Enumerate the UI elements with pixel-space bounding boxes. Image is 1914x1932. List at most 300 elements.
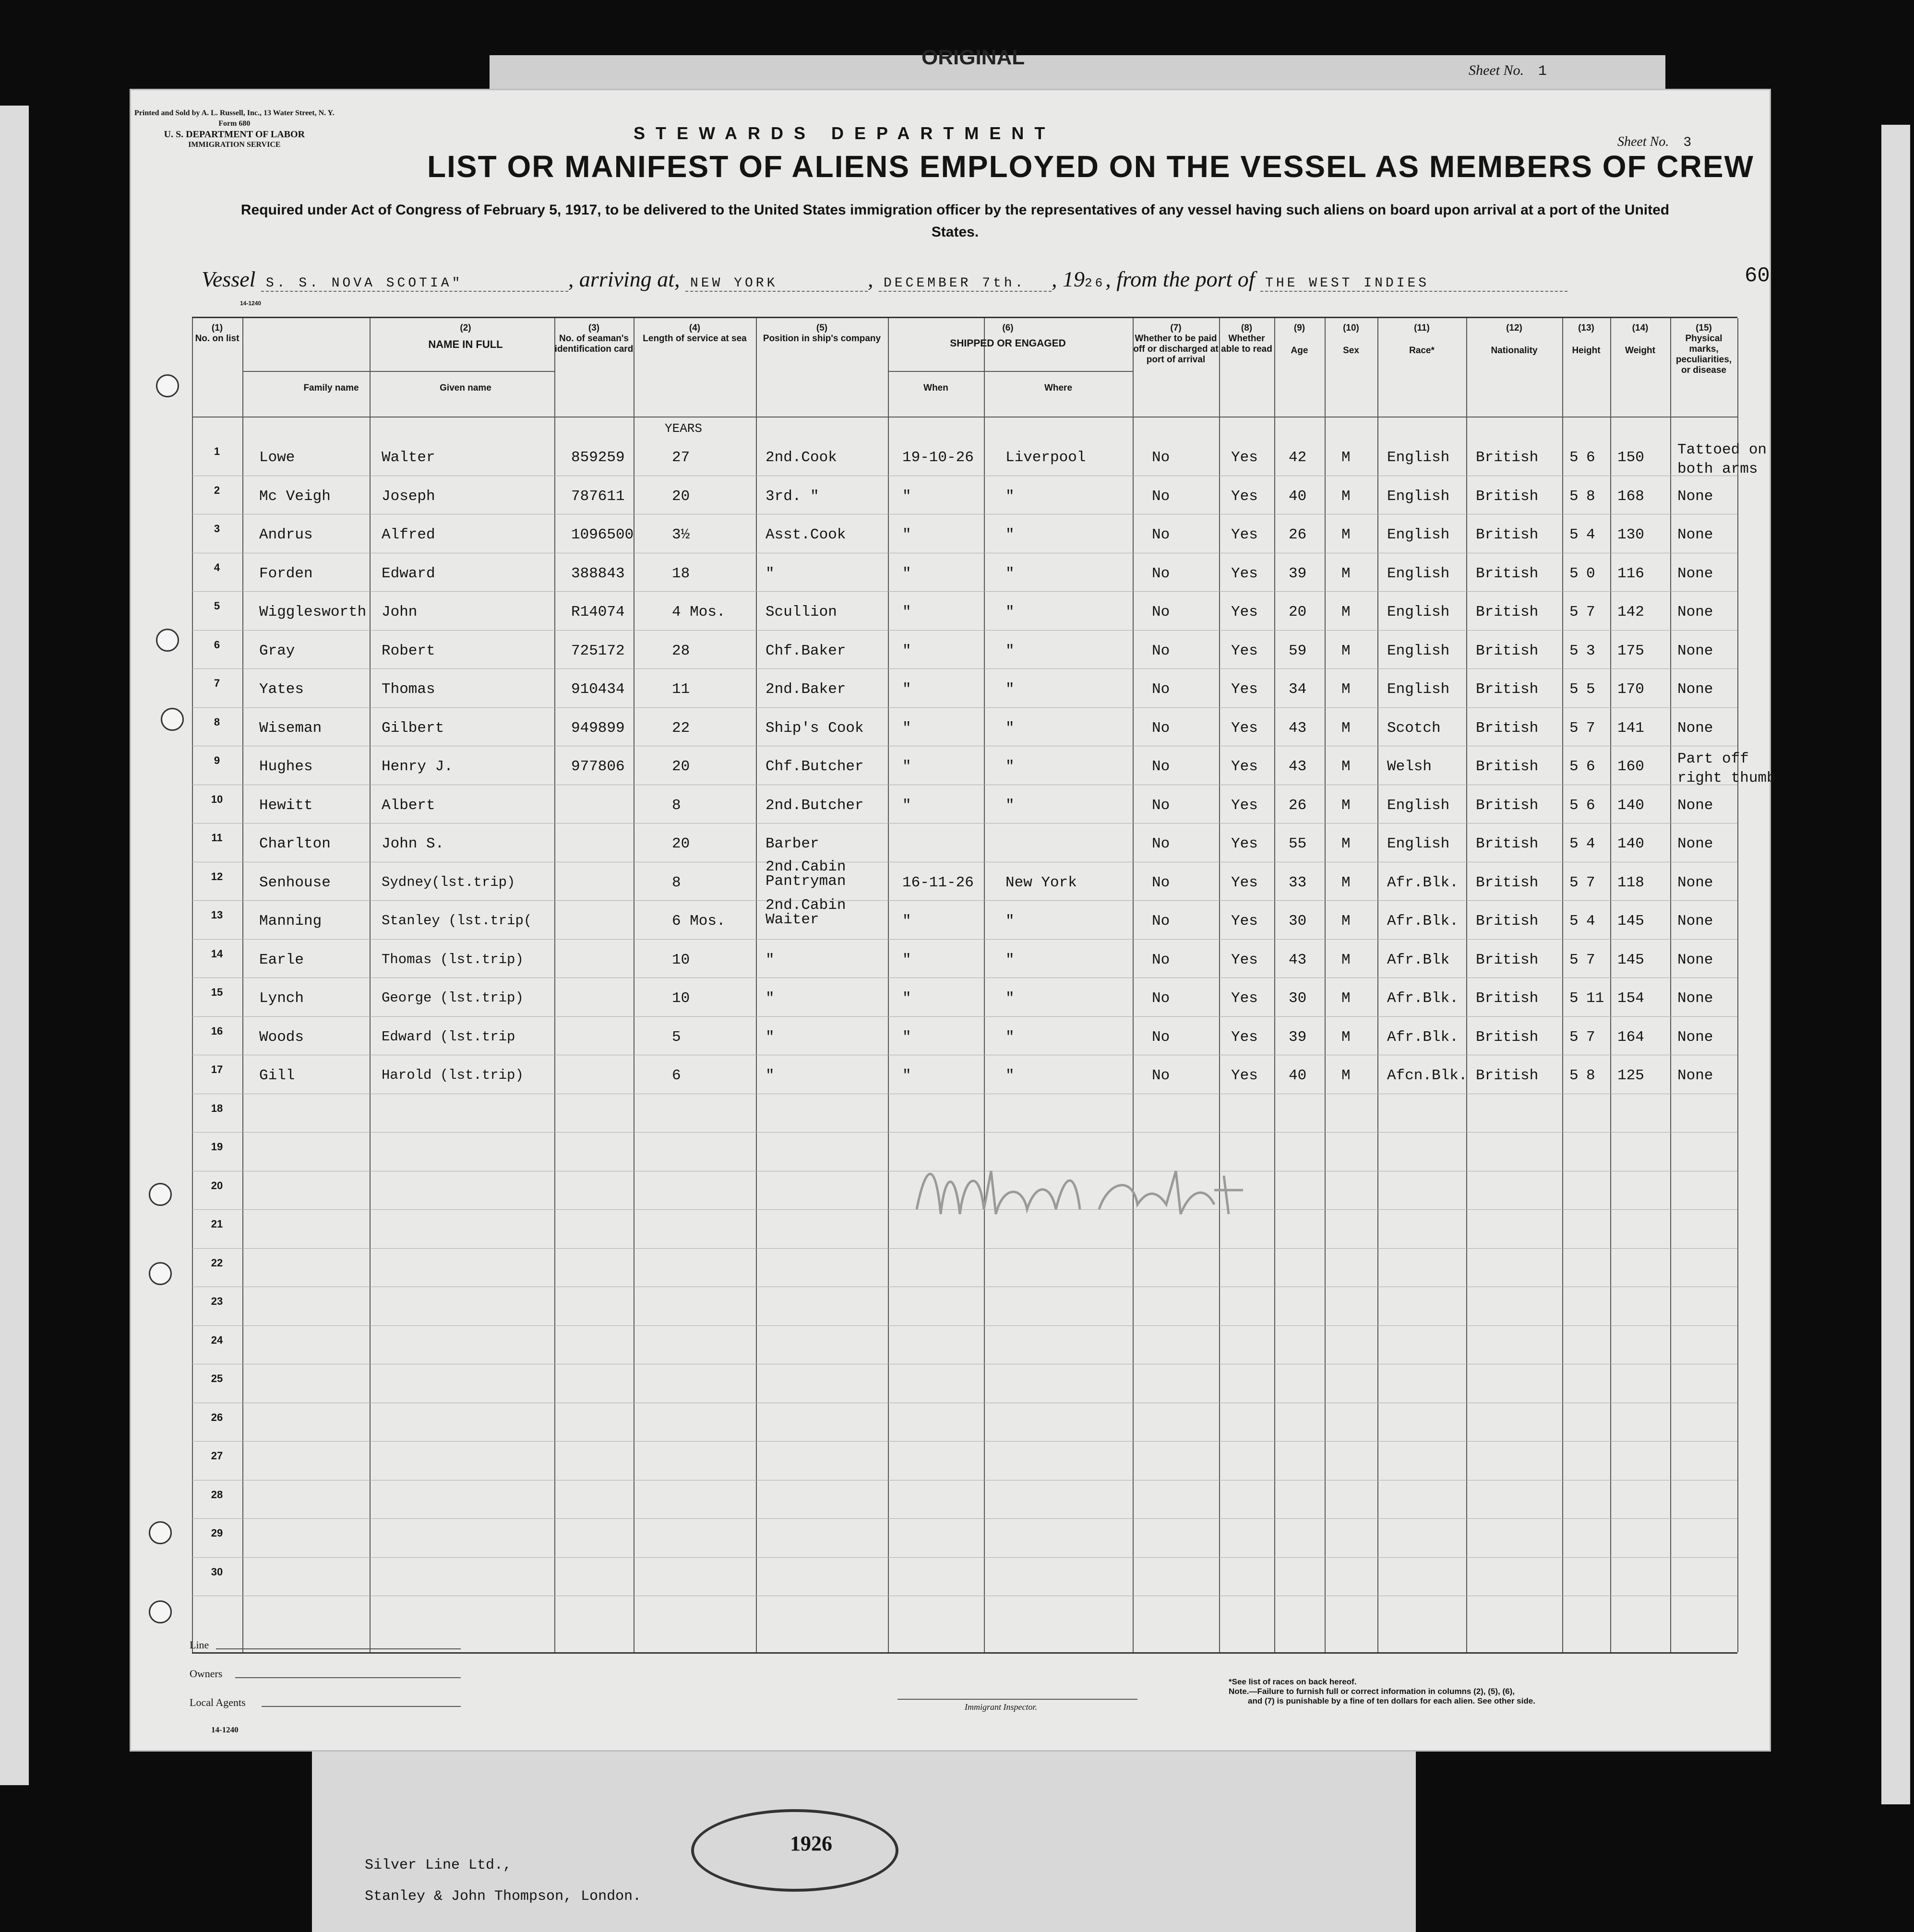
sheet-no-value: 3 — [1683, 135, 1692, 150]
paid-off-cell: No — [1152, 526, 1170, 543]
table-row — [192, 479, 1737, 518]
weight-cell: 140 — [1617, 797, 1644, 814]
card-number-cell: R14074 — [571, 604, 625, 620]
column-title: Height — [1572, 346, 1601, 356]
table-row — [192, 518, 1737, 557]
form-number-small: 14-1240 — [240, 300, 262, 307]
paid-off-cell: No — [1152, 681, 1170, 698]
row-number: 3 — [214, 523, 220, 535]
marks-cell: None — [1677, 565, 1713, 582]
column-title: No. on list — [195, 334, 239, 344]
position-cell: Barber — [766, 835, 819, 852]
marks-cell: None — [1677, 604, 1713, 620]
height-inches-cell: 7 — [1586, 874, 1595, 891]
nationality-cell: British — [1476, 681, 1539, 698]
sex-cell: M — [1341, 990, 1351, 1007]
able-to-read-cell: Yes — [1231, 1028, 1258, 1046]
given-name-cell: Thomas (lst.trip) — [382, 951, 524, 967]
able-to-read-cell: Yes — [1231, 604, 1258, 620]
height-inches-cell: 6 — [1586, 449, 1595, 466]
row-rule — [192, 1557, 1737, 1558]
position-cell: 2nd.Cabin Pantryman — [766, 858, 846, 890]
sex-cell: M — [1341, 565, 1351, 582]
sex-cell: M — [1341, 681, 1351, 698]
row-number: 14 — [211, 947, 223, 960]
race-cell: English — [1387, 681, 1450, 698]
where-cell: " — [1005, 565, 1015, 582]
sex-cell: M — [1341, 1067, 1351, 1084]
signature-scribble — [907, 1142, 1272, 1248]
paid-off-cell: No — [1152, 449, 1170, 466]
left-page-edge — [0, 106, 29, 1785]
where-cell: " — [1005, 758, 1015, 775]
position-cell: " — [766, 1067, 775, 1084]
height-feet-cell: 5 — [1569, 604, 1579, 620]
when-cell: " — [902, 758, 911, 775]
where-cell: " — [1005, 913, 1015, 930]
from-label: , from the port of — [1105, 267, 1255, 291]
column-number: (5) — [816, 323, 828, 333]
sheet-number — [1617, 134, 1691, 150]
family-name-cell: Gill — [259, 1067, 295, 1084]
age-cell: 43 — [1289, 719, 1307, 737]
where-cell: " — [1005, 488, 1015, 505]
marks-cell: None — [1677, 1028, 1713, 1046]
nationality-cell: British — [1476, 758, 1539, 775]
height-inches-cell: 8 — [1586, 1067, 1595, 1084]
able-to-read-cell: Yes — [1231, 526, 1258, 543]
nationality-cell: British — [1476, 719, 1539, 737]
able-to-read-cell: Yes — [1231, 835, 1258, 852]
table-row — [192, 943, 1737, 982]
nationality-cell: British — [1476, 1067, 1539, 1084]
column-title: Length of service at sea — [643, 334, 747, 344]
manifest-table — [192, 317, 1776, 1654]
nationality-cell: British — [1476, 951, 1539, 968]
row-rule — [192, 1325, 1737, 1326]
when-cell: " — [902, 604, 911, 620]
when-cell: 19-10-26 — [902, 449, 974, 466]
printer-line-4: IMMIGRATION SERVICE — [188, 141, 281, 149]
row-number: 20 — [211, 1179, 223, 1192]
col-header-given-name — [374, 383, 557, 394]
nationality-cell: British — [1476, 990, 1539, 1007]
given-name-cell: Gilbert — [382, 719, 444, 737]
binder-hole — [149, 1521, 172, 1544]
family-name-cell: Gray — [259, 642, 295, 659]
when-cell: " — [902, 488, 911, 505]
failure-note: Note.—Failure to furnish full or correct information in columns (2), (5), (6), — [1229, 1687, 1515, 1696]
column-number: (13) — [1578, 323, 1594, 333]
printer-info — [134, 108, 335, 150]
paid-off-cell: No — [1152, 913, 1170, 930]
age-cell: 42 — [1289, 449, 1307, 466]
marks-cell: None — [1677, 642, 1713, 659]
sex-cell: M — [1341, 758, 1351, 775]
page-title: LIST OR MANIFEST OF ALIENS EMPLOYED ON THE VESSEL AS MEMBERS OF CREW — [427, 149, 1754, 184]
column-number: (7) — [1170, 323, 1182, 333]
weight-cell: 116 — [1617, 565, 1644, 582]
sheet-number-top — [1469, 62, 1547, 80]
race-cell: English — [1387, 565, 1450, 582]
table-row — [192, 672, 1737, 711]
age-cell: 34 — [1289, 681, 1307, 698]
row-rule — [192, 1441, 1737, 1442]
marks-cell: None — [1677, 990, 1713, 1007]
height-inches-cell: 8 — [1586, 488, 1595, 505]
row-number: 30 — [211, 1565, 223, 1578]
height-inches-cell: 4 — [1586, 835, 1595, 852]
height-feet-cell: 5 — [1569, 797, 1579, 814]
paid-off-cell: No — [1152, 797, 1170, 814]
column-number: (12) — [1506, 323, 1522, 333]
given-name-cell: Harold (lst.trip) — [382, 1067, 524, 1083]
weight-cell: 141 — [1617, 719, 1644, 737]
column-title: When — [923, 383, 948, 393]
age-cell: 59 — [1289, 642, 1307, 659]
when-cell: " — [902, 1067, 911, 1084]
col-header-age — [1274, 323, 1325, 356]
service-cell: 28 — [672, 642, 690, 659]
weight-cell: 145 — [1617, 951, 1644, 968]
height-feet-cell: 5 — [1569, 1067, 1579, 1084]
position-cell: Asst.Cook — [766, 526, 846, 543]
where-cell: " — [1005, 604, 1015, 620]
row-number: 19 — [211, 1141, 223, 1153]
row-number: 8 — [214, 716, 220, 728]
race-cell: English — [1387, 642, 1450, 659]
col-header-shipped — [888, 323, 1128, 349]
given-name-cell: Robert — [382, 642, 435, 659]
row-number: 17 — [211, 1063, 223, 1075]
marks-cell: None — [1677, 719, 1713, 737]
age-cell: 40 — [1289, 488, 1307, 505]
sex-cell: M — [1341, 874, 1351, 891]
able-to-read-cell: Yes — [1231, 758, 1258, 775]
race-cell: English — [1387, 835, 1450, 852]
sex-cell: M — [1341, 449, 1351, 466]
sex-cell: M — [1341, 835, 1351, 852]
paid-off-cell: No — [1152, 874, 1170, 891]
family-name-cell: Senhouse — [259, 874, 331, 891]
table-row — [192, 634, 1737, 673]
where-cell: Liverpool — [1005, 449, 1086, 466]
weight-cell: 164 — [1617, 1028, 1644, 1046]
weight-cell: 125 — [1617, 1067, 1644, 1084]
service-cell: 8 — [672, 874, 681, 891]
weight-cell: 170 — [1617, 681, 1644, 698]
where-cell: " — [1005, 1067, 1015, 1084]
given-name-cell: Alfred — [382, 526, 435, 543]
height-feet-cell: 5 — [1569, 526, 1579, 543]
vessel-name: S. S. NOVA SCOTIA" — [261, 276, 568, 292]
height-inches-cell: 7 — [1586, 604, 1595, 620]
given-name-cell: Walter — [382, 449, 435, 466]
binder-hole — [156, 374, 179, 397]
service-cell: 4 Mos. — [672, 604, 726, 620]
col-header-sex — [1325, 323, 1377, 356]
marks-cell: None — [1677, 526, 1713, 543]
column-title: Position in ship's company — [763, 334, 881, 344]
able-to-read-cell: Yes — [1231, 951, 1258, 968]
marks-cell: Part off — [1677, 751, 1749, 767]
race-cell: Afr.Blk. — [1387, 1028, 1459, 1046]
nationality-cell: British — [1476, 874, 1539, 891]
position-cell: Scullion — [766, 604, 837, 620]
able-to-read-cell: Yes — [1231, 681, 1258, 698]
inspector-signature — [907, 1142, 1272, 1250]
given-name-cell: Edward — [382, 565, 435, 582]
family-name-cell: Wigglesworth — [259, 604, 367, 620]
col-header-read — [1219, 323, 1274, 355]
table-row — [192, 827, 1737, 866]
paid-off-cell: No — [1152, 1067, 1170, 1084]
race-cell: English — [1387, 797, 1450, 814]
nationality-cell: British — [1476, 835, 1539, 852]
height-feet-cell: 5 — [1569, 913, 1579, 930]
arriving-port: NEW YORK — [685, 276, 868, 292]
card-number-cell: 725172 — [571, 642, 625, 659]
height-inches-cell: 7 — [1586, 719, 1595, 737]
table-row — [192, 595, 1737, 634]
column-number: (6) — [1002, 323, 1014, 333]
col-header-card — [554, 323, 634, 355]
column-number: (9) — [1293, 323, 1305, 333]
position-cell: 2nd.Cook — [766, 449, 837, 466]
department-heading: STEWARDS DEPARTMENT — [634, 123, 1056, 143]
height-feet-cell: 5 — [1569, 990, 1579, 1007]
weight-cell: 175 — [1617, 642, 1644, 659]
header-divider — [242, 371, 554, 372]
column-title: SHIPPED OR ENGAGED — [950, 338, 1066, 349]
weight-cell: 160 — [1617, 758, 1644, 775]
row-number: 15 — [211, 986, 223, 998]
year-prefix: , 19 — [1051, 267, 1085, 291]
table-row — [192, 557, 1737, 596]
position-cell: Chf.Butcher — [766, 758, 864, 775]
marks-cell: None — [1677, 681, 1713, 698]
position-cell: " — [766, 990, 775, 1007]
position-cell: " — [766, 565, 775, 582]
row-number: 28 — [211, 1488, 223, 1501]
column-number: (4) — [689, 323, 701, 333]
position-cell: " — [766, 1028, 775, 1046]
column-title: No. of seaman's identification card — [554, 334, 634, 354]
sex-cell: M — [1341, 1028, 1351, 1046]
col-header-marks — [1670, 323, 1737, 376]
column-title: Physical marks, peculiarities, or disease — [1675, 334, 1732, 375]
column-title: Nationality — [1491, 346, 1538, 356]
age-cell: 30 — [1289, 913, 1307, 930]
age-cell: 55 — [1289, 835, 1307, 852]
column-title: Sex — [1343, 346, 1359, 356]
required-notice: Required under Act of Congress of February 5, 1917, to be delivered to the United States immigration officer by the representatives of any vessel having such aliens on board upon arrival at a port of the United States. — [240, 202, 1670, 240]
line-field — [216, 1648, 461, 1649]
paid-off-cell: No — [1152, 488, 1170, 505]
race-cell: Welsh — [1387, 758, 1432, 775]
column-title: Family name — [303, 383, 359, 393]
when-cell: " — [902, 565, 911, 582]
col-header-where — [984, 383, 1133, 394]
paid-off-cell: No — [1152, 835, 1170, 852]
race-cell: English — [1387, 604, 1450, 620]
weight-cell: 142 — [1617, 604, 1644, 620]
age-cell: 39 — [1289, 1028, 1307, 1046]
column-title: Where — [1044, 383, 1073, 393]
row-number: 10 — [211, 793, 223, 805]
row-number: 29 — [211, 1527, 223, 1539]
nationality-cell: British — [1476, 604, 1539, 620]
nationality-cell: British — [1476, 913, 1539, 930]
column-number: (3) — [588, 323, 600, 333]
row-number: 5 — [214, 600, 220, 612]
stamp-year: 1926 — [790, 1832, 832, 1855]
marks-cell: None — [1677, 951, 1713, 968]
row-number: 6 — [214, 638, 220, 651]
column-title: Race* — [1409, 346, 1435, 356]
card-number-cell: 977806 — [571, 758, 625, 775]
when-cell: " — [902, 719, 911, 737]
paid-off-cell: No — [1152, 951, 1170, 968]
when-cell: " — [902, 913, 911, 930]
paid-off-cell: No — [1152, 1028, 1170, 1046]
fine-note: and (7) is punishable by a fine of ten dollars for each alien. See other side. — [1248, 1696, 1535, 1705]
printer-line-3: U. S. DEPARTMENT OF LABOR — [164, 129, 305, 140]
sex-cell: M — [1341, 797, 1351, 814]
family-name-cell: Earle — [259, 951, 304, 968]
weight-cell: 168 — [1617, 488, 1644, 505]
weight-cell: 150 — [1617, 449, 1644, 466]
height-inches-cell: 6 — [1586, 797, 1595, 814]
sex-cell: M — [1341, 488, 1351, 505]
row-number: 11 — [211, 832, 223, 844]
race-cell: English — [1387, 449, 1450, 466]
service-cell: 3½ — [672, 526, 690, 543]
able-to-read-cell: Yes — [1231, 1067, 1258, 1084]
height-feet-cell: 5 — [1569, 565, 1579, 582]
age-cell: 30 — [1289, 990, 1307, 1007]
inspector-label: Immigrant Inspector. — [965, 1702, 1037, 1712]
given-name-cell: George (lst.trip) — [382, 990, 524, 1006]
service-cell: 10 — [672, 951, 690, 968]
height-feet-cell: 5 — [1569, 642, 1579, 659]
when-cell: " — [902, 797, 911, 814]
given-name-cell: Albert — [382, 797, 435, 814]
paid-off-cell: No — [1152, 719, 1170, 737]
column-title: Whether able to read — [1221, 334, 1272, 354]
row-number: 23 — [211, 1295, 223, 1307]
weight-cell: 154 — [1617, 990, 1644, 1007]
where-cell: New York — [1005, 874, 1077, 891]
slip-line-1: Silver Line Ltd., — [365, 1857, 512, 1873]
column-number: (11) — [1414, 323, 1430, 333]
manifest-sheet — [130, 62, 1776, 1752]
able-to-read-cell: Yes — [1231, 797, 1258, 814]
printer-line-1: Printed and Sold by A. L. Russell, Inc., 13 Water Street, N. Y. — [134, 109, 335, 117]
race-cell: Afcn.Blk. — [1387, 1067, 1468, 1084]
height-inches-cell: 4 — [1586, 526, 1595, 543]
family-name-cell: Mc Veigh — [259, 488, 331, 505]
column-number: (14) — [1632, 323, 1649, 333]
height-feet-cell: 5 — [1569, 719, 1579, 737]
col-header-when — [888, 383, 984, 394]
card-number-cell: 787611 — [571, 488, 625, 505]
col-header-weight — [1610, 323, 1670, 356]
where-cell: " — [1005, 1028, 1015, 1046]
given-name-cell: Joseph — [382, 488, 435, 505]
marks-cell: None — [1677, 874, 1713, 891]
service-cell: 20 — [672, 835, 690, 852]
family-name-cell: Manning — [259, 913, 322, 930]
able-to-read-cell: Yes — [1231, 990, 1258, 1007]
table-row — [192, 711, 1737, 750]
when-cell: " — [902, 526, 911, 543]
card-number-cell: 859259 — [571, 449, 625, 466]
family-name-cell: Hewitt — [259, 797, 313, 814]
column-number: (8) — [1241, 323, 1253, 333]
service-cell: 18 — [672, 565, 690, 582]
arrival-date: DECEMBER 7th. — [879, 276, 1052, 292]
binder-hole — [156, 629, 179, 652]
table-row — [192, 897, 1737, 943]
race-cell: Afr.Blk. — [1387, 913, 1459, 930]
marks-cell-line2: right thumb — [1677, 770, 1776, 787]
where-cell: " — [1005, 526, 1015, 543]
where-cell: " — [1005, 990, 1015, 1007]
height-feet-cell: 5 — [1569, 758, 1579, 775]
col-header-position — [756, 323, 888, 344]
row-number: 25 — [211, 1372, 223, 1384]
height-inches-cell: 11 — [1586, 990, 1604, 1007]
age-cell: 43 — [1289, 758, 1307, 775]
row-number: 24 — [211, 1334, 223, 1346]
owners-label: Owners — [190, 1668, 223, 1680]
table-row — [192, 981, 1737, 1020]
nationality-cell: British — [1476, 797, 1539, 814]
where-cell: " — [1005, 951, 1015, 968]
given-name-cell: Thomas — [382, 681, 435, 698]
position-cell: 3rd. " — [766, 488, 819, 505]
height-inches-cell: 7 — [1586, 1028, 1595, 1046]
table-row — [192, 788, 1737, 827]
height-inches-cell: 4 — [1586, 913, 1595, 930]
slip-line-2: Stanley & John Thompson, London. — [365, 1888, 642, 1905]
row-number: 2 — [214, 484, 220, 496]
paid-off-cell: No — [1152, 642, 1170, 659]
column-title: Whether to be paid off or discharged at port of arrival — [1133, 334, 1219, 365]
when-cell: " — [902, 1028, 911, 1046]
when-cell: " — [902, 990, 911, 1007]
right-page-edge — [1881, 125, 1910, 1804]
vessel-line: Vessel S. S. NOVA SCOTIA" , arriving at, NEW YORK , DECEMBER 7th. , 1926, from the port of THE WEST INDIES — [202, 266, 1567, 292]
marks-cell: None — [1677, 835, 1713, 852]
where-cell: " — [1005, 642, 1015, 659]
weight-cell: 145 — [1617, 913, 1644, 930]
marks-cell: None — [1677, 913, 1713, 930]
height-feet-cell: 5 — [1569, 449, 1579, 466]
marks-cell: Tattoed on — [1677, 441, 1767, 458]
column-title: Age — [1291, 346, 1308, 356]
column-number: (1) — [211, 323, 223, 333]
able-to-read-cell: Yes — [1231, 565, 1258, 582]
row-number: 13 — [211, 909, 223, 921]
from-port: THE WEST INDIES — [1260, 276, 1567, 292]
col-header-name — [370, 323, 562, 350]
service-cell: 8 — [672, 797, 681, 814]
row-number: 16 — [211, 1025, 223, 1037]
nationality-cell: British — [1476, 526, 1539, 543]
able-to-read-cell: Yes — [1231, 488, 1258, 505]
